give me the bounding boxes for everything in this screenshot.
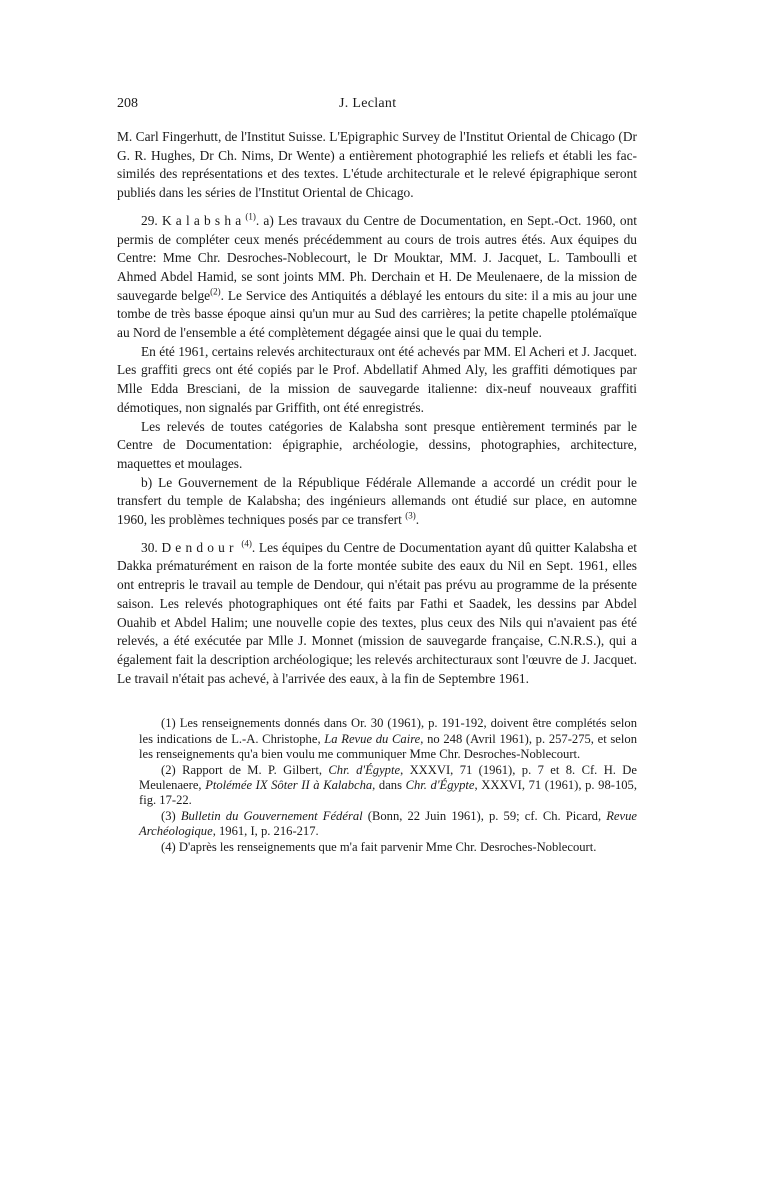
running-head-author: J. Leclant	[339, 96, 397, 111]
paragraph-text: . Le Service des Antiquités a déblayé les entours du site: il a mis au jour une tombe de très basse époque ainsi qu'un mur au Sud des carrières; la petite chapelle ptolémaïque au Nord de l'ensemble a été complètement dégagée ainsi que le quai du temple.	[117, 287, 637, 341]
paragraph-1961	[117, 343, 637, 418]
paragraph-text: En été 1961, certains relevés architecturaux ont été achevés par MM. El Acheri et J. Jacquet. Les graffiti grecs ont été copiés par le Prof. Abdellatif Ahmed Aly, les graffiti démotiques par Mlle Edda Bresciani, de la mission de sauvegarde italienne: dix-neuf nouveaux graffiti démotiques, non signalés par Griffith, ont été enregistrés.	[117, 343, 637, 415]
footnote-ref: (1)	[245, 211, 256, 222]
footnote-text: (Bonn, 22 Juin 1961), p. 59; cf. Ch. Picard,	[362, 808, 607, 823]
footnote-text: , XXXVI, 71 (1961), p. 98-105, fig. 17-22.	[139, 778, 637, 808]
footnote-text: Rapport de M. P. Gilbert,	[182, 762, 329, 777]
footnote-ref: (4)	[241, 538, 252, 549]
paragraph-releves	[117, 418, 637, 474]
footnote-text: , XXXVI, 71 (1961), p. 7 et 8. Cf. H. De Meulenaere,	[139, 762, 637, 793]
paragraph-29b	[117, 474, 637, 530]
footnote-citation-title: Bulletin du Gouvernement Fédéral	[180, 808, 363, 823]
footnote-citation-title: Chr. d'Égypte	[405, 778, 475, 793]
body-text	[117, 128, 637, 688]
footnote-2	[117, 763, 637, 809]
footnote-text: , dans	[372, 778, 406, 793]
section-title: Dendour	[161, 539, 238, 555]
footnote-mark: (1)	[161, 716, 176, 731]
footnote-citation-title: La Revue du Caire	[324, 731, 421, 746]
footnote-mark: (4)	[161, 839, 176, 854]
journal-page	[117, 96, 637, 855]
footnote-text: , no 248 (Avril 1961), p. 257-275, et selon les renseignements qu'a bien voulu me communiquer Mme Chr. Desroches-Noblecourt.	[139, 731, 637, 762]
footnote-4	[117, 840, 637, 855]
paragraph-continuation	[117, 128, 637, 203]
footnote-text: Les renseignements donnés dans Or. 30 (1961), p. 191-192, doivent être complétés selon les indications de L.-A. Christophe,	[139, 716, 637, 746]
paragraph-text: .	[415, 512, 420, 528]
section-title: Kalabsha	[161, 212, 246, 228]
footnote-citation-title: Chr. d'Égypte	[328, 762, 401, 777]
footnote-1	[117, 716, 637, 762]
footnote-citation-title: Revue Archéologique	[139, 808, 637, 839]
footnote-3	[117, 809, 637, 840]
paragraph-text: a) Les travaux du Centre de Documentation, en Sept.-Oct. 1960, ont permis de compléter ceux menés précédemment au cours de trois autres étés. Aux équipes du Centre: Mme Chr. Desroches-Noblecourt, le Dr Mouktar, MM. J. Jacquet, L. Tamboulli et Ahmed Abdel Hamid, se sont joints MM. Ph. Derchain et H. De Meulenaere, de la mission de sauvegarde belge	[117, 212, 637, 303]
paragraph-text: Les relevés de toutes catégories de Kalabsha sont presque entièrement terminés par le Centre de Documentation: épigraphie, archéologie, dessins, photographies, architecture, maquettes et moulages.	[117, 418, 637, 471]
paragraph-text: M. Carl Fingerhutt, de l'Institut Suisse. L'Epigraphic Survey de l'Institut Oriental de Chicago (Dr G. R. Hughes, Dr Ch. Nims, Dr Wente) a entièrement photographié les reliefs et établi les fac-similés des représentations et des textes. L'étude architecturale et le relevé épigraphique seront publiés dans les séries de l'Institut Oriental de Chicago.	[117, 129, 637, 201]
footnote-ref: (2)	[210, 286, 221, 297]
section-number: 29.	[141, 212, 158, 228]
running-head	[117, 96, 637, 118]
paragraph-text: b) Le Gouvernement de la République Fédérale Allemande a accordé un crédit pour le transfert du temple de Kalabsha; des ingénieurs allemands ont étudié sur place, en automne 1960, les problèmes techniques posés par ce transfert	[117, 474, 637, 528]
section-29-kalabsha: 29. Kalabsha$^{(1)}$. a) Les travaux du Centre de Documentation, en Sept.-Oct. 1960, ont permis de compléter ceux menés précédemment au cours de trois autres étés. Aux équipes du Centre: Mme Chr. Desroches-Noblecourt, le Dr Mouktar, MM. J. Jacquet, L. Tamboulli et Ahmed Abdel Hamid, se sont joints MM. Ph. Derchain et H. De Meulenaere, de la mission de sauvegarde belge$^{(2)}$. Le Service des Antiquités a déblayé les entours du site: il a mis au jour une tombe de très basse époque ainsi qu'un mur au Sud des carrières; la petite chapelle ptolémaïque au Nord de l'ensemble a été complètement dégagée ainsi que le quai du temple.	[117, 211, 637, 341]
footnote-text: , 1961, I, p. 216-217.	[212, 824, 319, 839]
page-number: 208	[117, 96, 138, 111]
footnote-ref: (3)	[405, 510, 416, 521]
footnote-citation-title: Ptolémée IX Sôter II à Kalabcha	[205, 778, 373, 793]
footnotes	[117, 716, 637, 855]
footnote-mark: (2)	[161, 762, 176, 777]
paragraph-text: . Les équipes du Centre de Documentation ayant dû quitter Kalabsha et Dakka prématurément en raison de la forte montée subite des eaux du Nil en Sept. 1961, elles ont entrepris le travail au temple de Dendour, qui n'était pas prévu au programme de la présente saison. Les relevés photographiques ont été faits par Fathi et Saadek, les dessins par Abdel Ouahib et Abdel Halim; une nouvelle copie des textes, plus ceux des Nils qui n'avaient pas été relevés, a été exécutée par Mlle J. Monnet (mission de sauvegarde française, C.N.R.S.), qui a également fait la description archéologique; les relevés architecturaux sont l'œuvre de J. Jacquet. Le travail n'était pas achevé, à l'arrivée des eaux, à la fin de Septembre 1961.	[117, 539, 638, 686]
footnote-mark: (3)	[161, 808, 176, 823]
footnote-text: D'après les renseignements que m'a fait parvenir Mme Chr. Desroches-Noblecourt.	[178, 839, 597, 854]
section-number: 30.	[141, 539, 158, 555]
section-30-dendour	[117, 539, 637, 689]
